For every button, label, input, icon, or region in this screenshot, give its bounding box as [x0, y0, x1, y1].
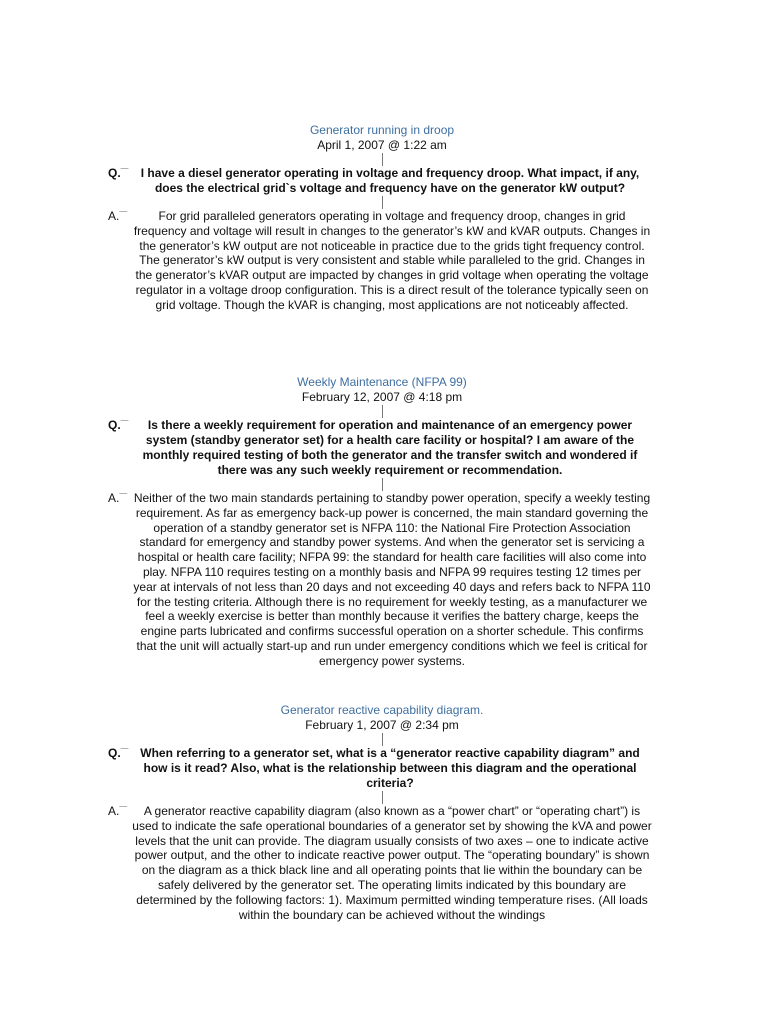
question-block [108, 166, 656, 196]
faq-entry [108, 123, 656, 313]
faq-entry [108, 375, 656, 669]
answer-block [108, 491, 656, 669]
question-text: Is there a weekly requirement for operation and maintenance of an emergency power system (standby generator set) for a health care facility or hospital? I am aware of the monthly required testing of both the generator and the transfer switch and wondered if there was any such weekly requirement or recommendation. [142, 418, 638, 477]
question-marker: Q.¯¯ [108, 746, 129, 760]
entry-date: February 12, 2007 @ 4:18 pm [301, 390, 463, 404]
divider [382, 733, 383, 746]
answer-marker: A.¯¯ [108, 491, 128, 505]
question-text: When referring to a generator set, what is a “generator reactive capability diagram” and how is it read? Also, what is the relationship between this diagram and the operational criteria? [140, 746, 640, 790]
question-text: I have a diesel generator operating in voltage and frequency droop. What impact, if any, does the electrical grid`s voltage and frequency have on the generator kW output? [140, 166, 640, 195]
entry-title[interactable]: Generator reactive capability diagram. [280, 703, 484, 717]
question-marker: Q.¯¯ [108, 418, 129, 432]
entry-title[interactable]: Generator running in droop [309, 123, 455, 137]
answer-marker: A.¯¯ [108, 804, 128, 818]
entry-title[interactable]: Weekly Maintenance (NFPA 99) [297, 375, 467, 389]
divider [382, 478, 383, 491]
faq-entry [108, 703, 656, 922]
entry-date: April 1, 2007 @ 1:22 am [317, 138, 447, 152]
question-block [108, 418, 656, 478]
question-marker: Q.¯¯ [108, 166, 129, 180]
answer-block [108, 804, 656, 922]
divider [382, 196, 383, 209]
answer-text: A generator reactive capability diagram (also known as a “power chart” or “operating chart”) is used to indicate the safe operational boundaries of a generator set by showing the kVA and power levels that the unit can provide. The diagram usually consists of two axes – one to indicate active power output, and the other to indicate reactive power output. The “operating boundary” is shown on the diagram as a thick black line and all operating points that lie within the boundary can be safely delivered by the generator set. The operating limits indicated by this boundary are determined by the following factors: 1). Maximum permitted winding temperature rises. (All loads within the boundary can be achieved without the windings [132, 804, 652, 922]
answer-marker: A.¯¯ [108, 209, 128, 223]
divider [382, 405, 383, 418]
question-block [108, 746, 656, 791]
divider [382, 791, 383, 804]
divider [382, 153, 383, 166]
answer-text: Neither of the two main standards pertaining to standby power operation, specify a weekly testing requirement. As far as emergency back-up power is concerned, the main standard governing the operation of a standby generator set is NFPA 110: the National Fire Protection Association standard for emergency and standby power systems. And when the generator set is servicing a hospital or health care facility; NFPA 99: the standard for health care facilities will also come into play. NFPA 110 requires testing on a monthly basis and NFPA 99 requires testing 12 times per year at intervals of not less than 20 days and not exceeding 40 days and refers back to NFPA 110 for the testing criteria. Although there is no requirement for weekly testing, as a manufacturer we feel a weekly exercise is better than monthly because it verifies the battery charge, keeps the engine parts lubricated and confirms successful operation on a shorter schedule. This confirms that the unit will actually start-up and run under emergency conditions which we feel is critical for emergency power systems. [133, 491, 651, 668]
answer-text: For grid paralleled generators operating in voltage and frequency droop, changes in grid frequency and voltage will result in changes to the generator’s kW and kVAR outputs. Changes in the generator’s kW output are not noticeable in practice due to the grids tight frequency control. The generator’s kW output is very consistent and stable while paralleled to the grid. Changes in the generator’s kVAR output are impacted by changes in grid voltage when operating the voltage regulator in a voltage droop configuration. This is a direct result of the tolerance typically seen on grid voltage. Though the kVAR is changing, most applications are not noticeably affected. [133, 209, 651, 312]
entry-date: February 1, 2007 @ 2:34 pm [305, 718, 459, 732]
answer-block [108, 209, 656, 313]
